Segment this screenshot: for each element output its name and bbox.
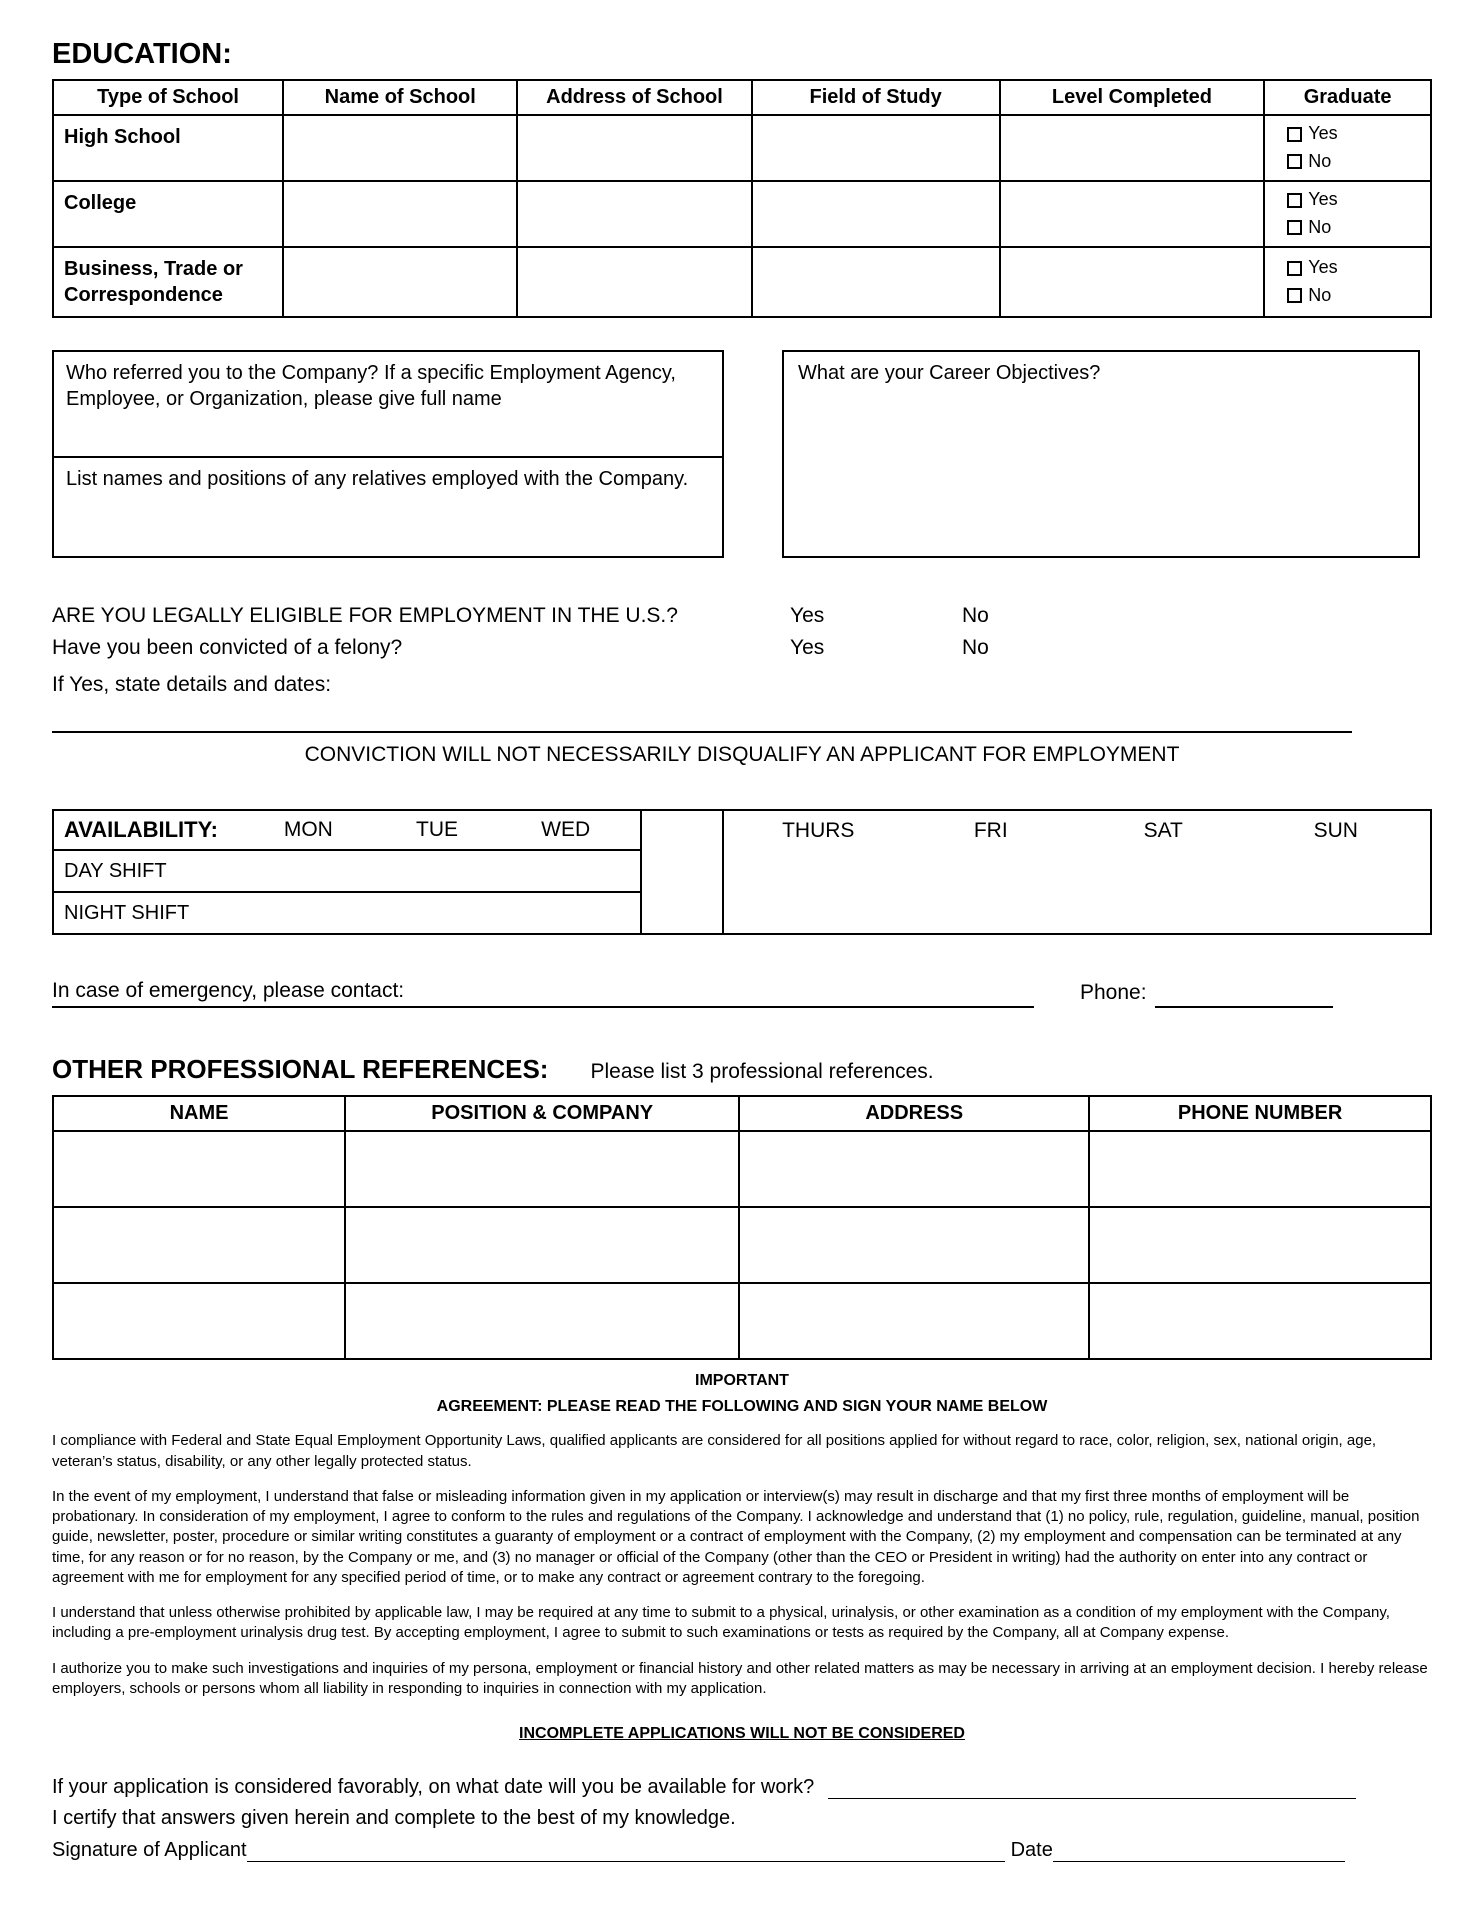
business-trade-field-cell[interactable] — [752, 247, 1000, 317]
eligibility-q1-no-option[interactable]: No — [962, 604, 989, 627]
checkbox-icon[interactable] — [1287, 154, 1302, 169]
high-school-graduate-cell — [1264, 115, 1431, 181]
high-school-level-cell[interactable] — [1000, 115, 1265, 181]
checkbox-label-no: No — [1308, 285, 1332, 305]
references-heading: OTHER PROFESSIONAL REFERENCES: — [52, 1054, 549, 1085]
availability-header-right — [724, 811, 1430, 851]
agreement-paragraph-1: I compliance with Federal and State Equal Employment Opportunity Laws, qualified applicants are considered for all positions applied for without regard to race, color, religion, sex, national origin, age, veteran’s status, disability, or any other legally protected status. — [52, 1432, 1377, 1470]
row-label-business-trade: Business, Trade or Correspondence — [53, 247, 283, 317]
business-trade-graduate-cell — [1264, 247, 1431, 317]
business-trade-graduate-no-option[interactable] — [1287, 282, 1426, 310]
references-heading-row — [52, 1054, 1432, 1085]
availability-header-left — [54, 811, 640, 851]
agreement-heading: AGREEMENT: PLEASE READ THE FOLLOWING AND SIGN YOUR NAME BELOW — [436, 1398, 1048, 1416]
checkbox-icon[interactable] — [1287, 127, 1302, 142]
checkbox-label-yes: Yes — [1308, 189, 1338, 210]
agreement-paragraph-2: In the event of my employment, I understand that false or misleading information given in my application or interview(s) may result in discharge and that my first three months of employment will be probationary. In consideration of my employment, I agree to conform to the rules and regulations of the Company. I acknowledge and understand that (1) no policy, rule, regulation, guideline, manual, position guide, newsletter, poster, procedure or similar writing constitutes a guaranty of employment or a contract of employment with the Company, (2) my employment and compensation can be terminated at any time, for any reason or for no reason, by the Company or me, and (3) no manager or official of the Company (other than the CEO or President in writing) had the authority on enter into any contract or agreement with me for employment for any specified period of time, or to make any contract or agreement contrary to the foregoing. — [52, 1487, 1420, 1586]
business-trade-graduate-yes-option[interactable] — [1287, 254, 1426, 282]
day-header-sat: SAT — [1143, 819, 1183, 843]
checkbox-icon[interactable] — [1287, 220, 1302, 235]
eligibility-question-1 — [52, 602, 1432, 630]
checkbox-label-yes: Yes — [1308, 257, 1338, 278]
reference-1-position-cell[interactable] — [345, 1131, 739, 1207]
education-row-business-trade — [53, 247, 1431, 317]
checkbox-icon[interactable] — [1287, 288, 1302, 303]
college-graduate-cell — [1264, 181, 1431, 247]
felony-q-label: Have you been convicted of a felony? — [52, 636, 403, 660]
college-graduate-yes-option[interactable] — [1287, 186, 1426, 214]
emergency-phone-field[interactable] — [1155, 980, 1333, 1008]
referral-box — [52, 350, 724, 558]
availability-date-field[interactable] — [828, 1773, 1356, 1799]
high-school-graduate-yes-option[interactable] — [1287, 120, 1426, 148]
felony-details-label: If Yes, state details and dates: — [52, 672, 332, 696]
emergency-contact-row — [52, 979, 1432, 1008]
reference-3-position-cell[interactable] — [345, 1283, 739, 1359]
high-school-graduate-no-option[interactable] — [1287, 148, 1426, 176]
day-shift-label: DAY SHIFT — [64, 859, 167, 882]
reference-3-name-cell[interactable] — [53, 1283, 345, 1359]
certify-statement: I certify that answers given herein and complete to the best of my knowledge. — [52, 1807, 736, 1830]
checkbox-label-no: No — [1308, 151, 1332, 171]
availability-table — [52, 809, 1432, 935]
agreement-paragraph-3: I understand that unless otherwise prohibited by applicable law, I may be required at any time to submit to a physical, urinalysis, or other examination as a condition of my employment with the Company, including a pre-employment urinalysis drug test. By accepting employment, I agree to submit to such examinations or tests as required by the Company, all at Company expense. — [52, 1604, 1390, 1642]
availability-middle-cell[interactable] — [642, 811, 724, 933]
agreement-paragraph-4: I authorize you to make such investigations and inquiries of my persona, employment or financial history and other related matters as may be necessary in arriving at an employment decision. I hereby release employers, schools or persons whom all liability in responding to inquiries in connection with my application. — [52, 1659, 1428, 1697]
who-referred-field[interactable]: Who referred you to the Company? If a specific Employment Agency, Employee, or Organization, please give full name — [54, 352, 722, 458]
day-header-thurs: THURS — [782, 819, 855, 843]
day-header-sun: SUN — [1313, 819, 1358, 843]
referral-section — [52, 350, 1432, 558]
emergency-contact-field[interactable] — [52, 979, 1034, 1008]
availability-label: AVAILABILITY: — [64, 817, 218, 843]
business-trade-address-cell[interactable] — [517, 247, 751, 317]
reference-1-phone-cell[interactable] — [1089, 1131, 1431, 1207]
references-note: Please list 3 professional references. — [590, 1060, 934, 1084]
emergency-contact-label: In case of emergency, please contact: — [52, 979, 405, 1003]
reference-row-1 — [53, 1131, 1431, 1207]
education-header-type-of-school: Type of School — [53, 80, 283, 115]
row-label-high-school: High School — [53, 115, 283, 181]
day-header-fri: FRI — [973, 819, 1008, 843]
business-trade-level-cell[interactable] — [1000, 247, 1265, 317]
reference-3-phone-cell[interactable] — [1089, 1283, 1431, 1359]
night-shift-row[interactable] — [54, 891, 640, 933]
eligibility-q1-label: ARE YOU LEGALLY ELIGIBLE FOR EMPLOYMENT IN THE U.S.? — [52, 604, 678, 627]
college-graduate-no-option[interactable] — [1287, 214, 1426, 242]
reference-row-2 — [53, 1207, 1431, 1283]
felony-yes-option[interactable]: Yes — [790, 636, 825, 660]
reference-row-3 — [53, 1283, 1431, 1359]
education-header-graduate: Graduate — [1264, 80, 1431, 115]
reference-3-address-cell[interactable] — [739, 1283, 1089, 1359]
availability-left-section — [54, 811, 642, 933]
business-trade-name-cell[interactable] — [283, 247, 517, 317]
felony-details-line[interactable] — [52, 731, 1352, 733]
day-shift-row[interactable] — [54, 851, 640, 891]
education-header-level-completed: Level Completed — [1000, 80, 1265, 115]
row-label-college: College — [53, 181, 283, 247]
availability-date-row — [52, 1773, 1432, 1799]
signature-label: Signature of Applicant — [52, 1839, 247, 1862]
references-header-position-company: POSITION & COMPANY — [345, 1096, 739, 1131]
eligibility-q1-yes-option[interactable]: Yes — [790, 604, 825, 627]
reference-2-position-cell[interactable] — [345, 1207, 739, 1283]
reference-2-phone-cell[interactable] — [1089, 1207, 1431, 1283]
checkbox-label-no: No — [1308, 217, 1332, 237]
education-header-address-of-school: Address of School — [517, 80, 751, 115]
reference-1-name-cell[interactable] — [53, 1131, 345, 1207]
college-field-cell[interactable] — [752, 181, 1000, 247]
conviction-note: CONVICTION WILL NOT NECESSARILY DISQUALIFY AN APPLICANT FOR EMPLOYMENT — [304, 743, 1180, 767]
college-address-cell[interactable] — [517, 181, 751, 247]
education-header-name-of-school: Name of School — [283, 80, 517, 115]
checkbox-icon[interactable] — [1287, 261, 1302, 276]
college-name-cell[interactable] — [283, 181, 517, 247]
important-heading: IMPORTANT — [695, 1372, 789, 1390]
availability-date-question: If your application is considered favorably, on what date will you be available for work? — [52, 1776, 815, 1799]
reference-2-address-cell[interactable] — [739, 1207, 1089, 1283]
eligibility-question-2 — [52, 634, 1432, 662]
signature-row — [52, 1836, 1432, 1862]
checkbox-icon[interactable] — [1287, 193, 1302, 208]
availability-right-section — [724, 811, 1430, 933]
eligibility-section — [52, 602, 1432, 769]
references-header-name: NAME — [53, 1096, 345, 1131]
education-row-college — [53, 181, 1431, 247]
checkbox-label-yes: Yes — [1308, 123, 1338, 144]
reference-1-address-cell[interactable] — [739, 1131, 1089, 1207]
day-header-wed: WED — [541, 818, 591, 842]
reference-2-name-cell[interactable] — [53, 1207, 345, 1283]
education-table — [52, 79, 1432, 318]
references-header-row — [53, 1096, 1431, 1131]
date-label: Date — [1010, 1839, 1053, 1862]
education-header-field-of-study: Field of Study — [752, 80, 1000, 115]
date-field[interactable] — [1053, 1836, 1345, 1862]
references-header-address: ADDRESS — [739, 1096, 1089, 1131]
education-heading: EDUCATION: — [52, 38, 232, 70]
incomplete-applications-note: INCOMPLETE APPLICATIONS WILL NOT BE CONSIDERED — [519, 1725, 965, 1743]
career-objectives-field[interactable]: What are your Career Objectives? — [782, 350, 1420, 558]
day-header-tue: TUE — [416, 818, 458, 842]
day-header-mon: MON — [283, 818, 333, 842]
availability-right-fill-area[interactable] — [724, 851, 1430, 933]
references-header-phone-number: PHONE NUMBER — [1089, 1096, 1431, 1131]
high-school-address-cell[interactable] — [517, 115, 751, 181]
high-school-field-cell[interactable] — [752, 115, 1000, 181]
emergency-phone-label: Phone: — [1080, 981, 1147, 1005]
college-level-cell[interactable] — [1000, 181, 1265, 247]
relatives-field[interactable]: List names and positions of any relatives employed with the Company. — [66, 468, 689, 490]
felony-no-option[interactable]: No — [962, 636, 989, 660]
high-school-name-cell[interactable] — [283, 115, 517, 181]
education-header-row — [53, 80, 1431, 115]
signature-field[interactable] — [247, 1836, 1005, 1862]
references-table — [52, 1095, 1432, 1360]
education-row-high-school — [53, 115, 1431, 181]
night-shift-label: NIGHT SHIFT — [64, 901, 190, 924]
